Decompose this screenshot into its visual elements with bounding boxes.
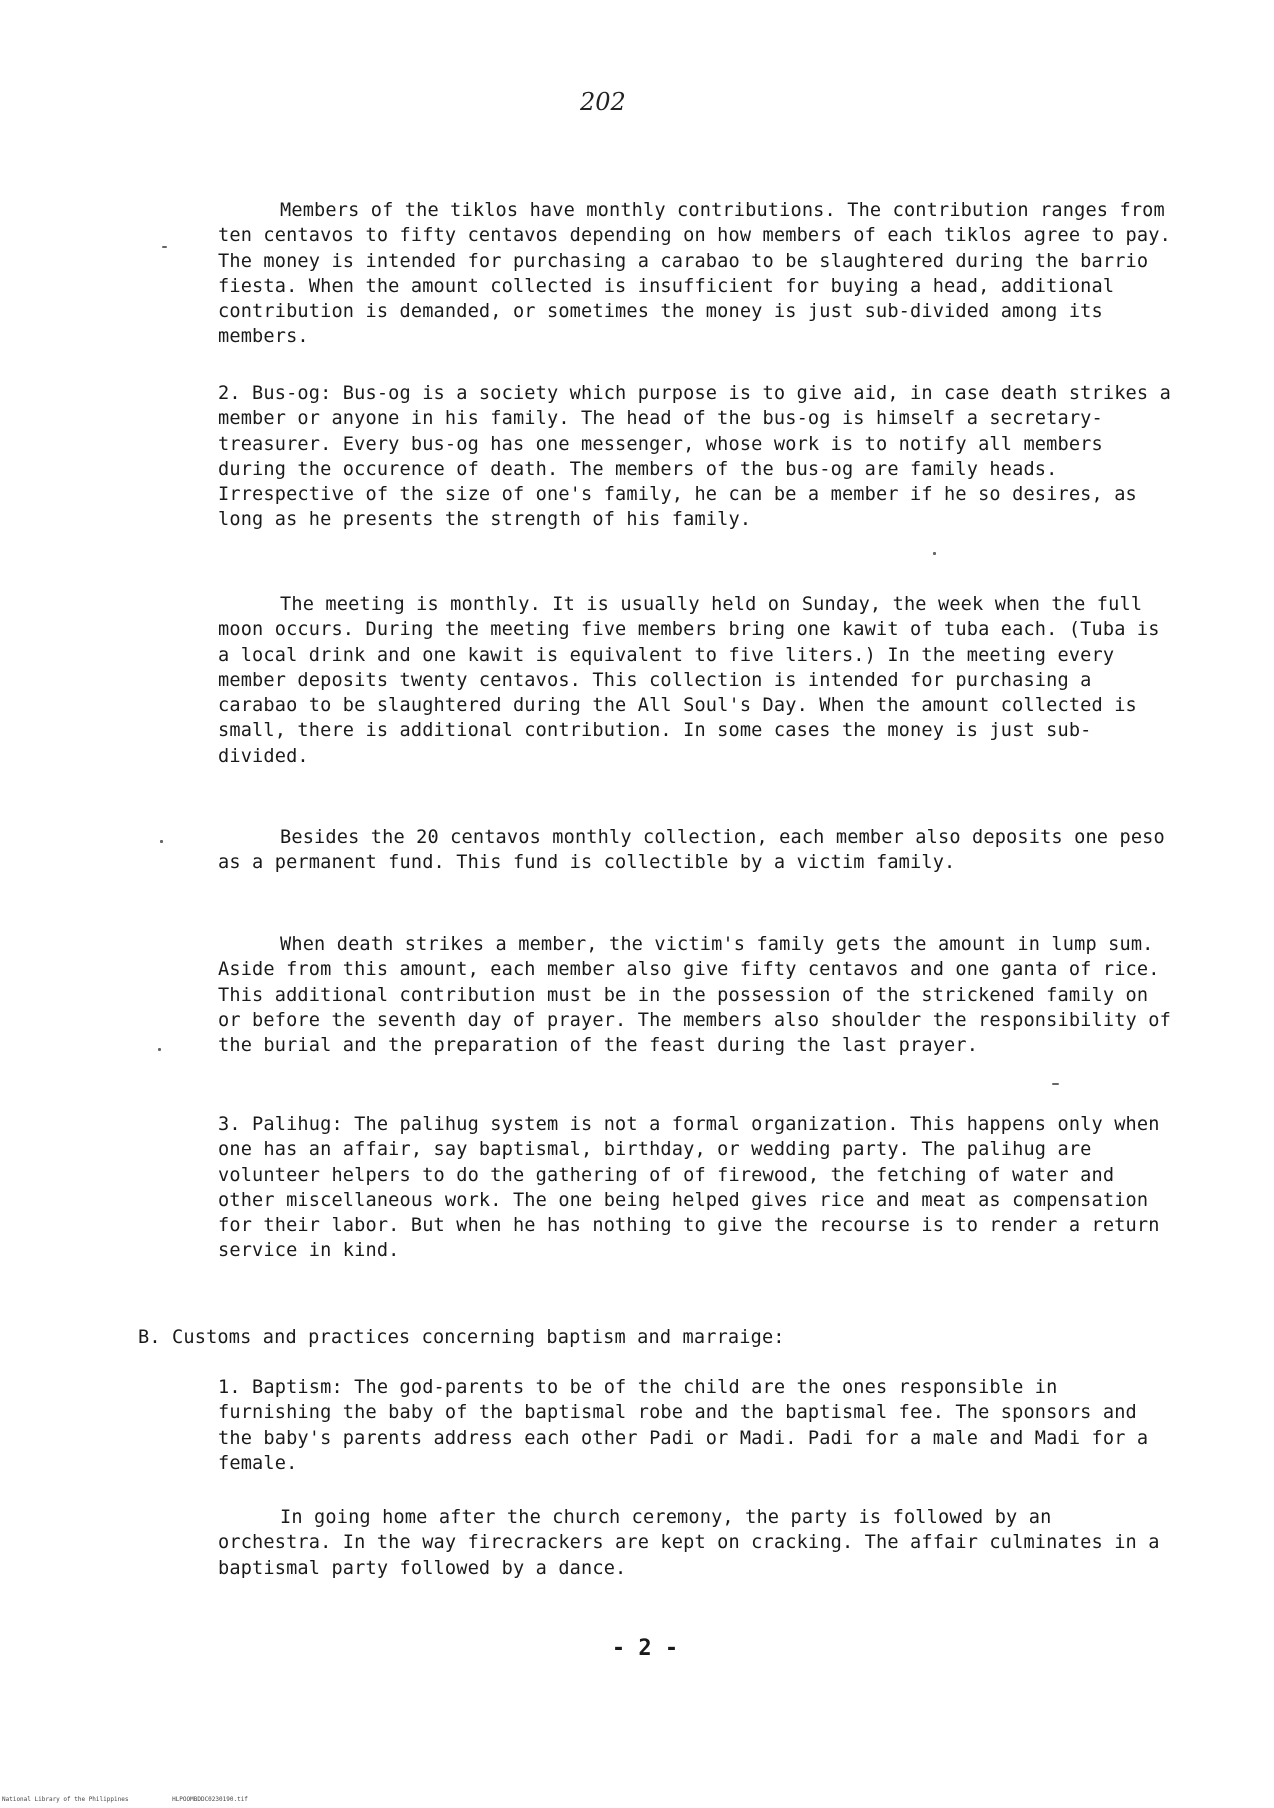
handwritten-folio-number: 202 xyxy=(580,88,626,116)
scan-speck xyxy=(1052,1083,1059,1085)
scan-speck xyxy=(158,1048,161,1051)
section-heading-baptism-marriage: B. Customs and practices concerning baptism and marraige: xyxy=(138,1327,785,1348)
paragraph-bus-og-meeting: The meeting is monthly. It is usually held on Sunday, the week when the full moon occurs. During the meeting five members bring one kawit of tuba each. (Tuba is a local drink and one kawit is equivalent to five liters.) In the meeting every member deposits twenty centavos. This collection is intended for purchasing a carabao to be slaughtered during the All Soul's Day. When the amount collected is small, there is additional contribution. In some cases the money is just sub-divided. xyxy=(218,594,1160,767)
scan-speck xyxy=(933,552,936,555)
paragraph-bus-og: 2. Bus-og: Bus-og is a society which purpose is to give aid, in case death strikes a member or anyone in his family. The head of the bus-og is himself a secretary-treasurer. Every bus-og has one messenger, whose work is to notify all members during the occurence of death. The members of the bus-og are family heads. Irrespective of the size of one's family, he can be a member if he so desires, as long as he presents the strength of his family. xyxy=(218,383,1171,531)
scan-footer xyxy=(2,1796,402,1803)
paragraph-church-ceremony: In going home after the church ceremony, the party is followed by an orchestra. In the way firecrackers are kept on cracking. The affair culminates in a baptismal party followed by a dance. xyxy=(218,1507,1160,1579)
paragraph-baptism: 1. Baptism: The god-parents to be of the child are the ones responsible in furnishing the baby of the baptismal robe and the baptismal fee. The sponsors and the baby's parents address each other Padi or Madi. Padi for a male and Madi for a female. xyxy=(218,1377,1149,1474)
paragraph-death-of-member: When death strikes a member, the victim's family gets the amount in lump sum. Aside from this amount, each member also give fifty centavos and one ganta of rice. This additional contribution must be in the possession of the strickened family on or before the seventh day of prayer. The members also shoulder the responsibility of the burial and the preparation of the feast during the last prayer. xyxy=(218,934,1171,1057)
scan-speck xyxy=(162,246,167,248)
footer-library-name: National Library of the Philippines xyxy=(2,1796,129,1803)
scan-speck xyxy=(160,840,163,843)
paragraph-palihug: 3. Palihug: The palihug system is not a formal organization. This happens only when one has an affair, say baptismal, birthday, or wedding party. The palihug are volunteer helpers to do the gathering of of firewood, the fetching of water and other miscellaneous work. The one being helped gives rice and meat as compensation for their labor. But when he has nothing to give the recourse is to render a return service in kind. xyxy=(218,1114,1160,1262)
paragraph-permanent-fund: Besides the 20 centavos monthly collection, each member also deposits one peso as a permanent fund. This fund is collectible by a victim family. xyxy=(218,827,1165,874)
paragraph-tiklos-contributions: Members of the tiklos have monthly contributions. The contribution ranges from ten centavos to fifty centavos depending on how members of each tiklos agree to pay. The money is intended for purchasing a carabao to be slaughtered during the barrio fiesta. When the amount collected is insufficient for buying a head, additional contribution is demanded, or sometimes the money is just sub-divided among its members. xyxy=(218,200,1171,348)
footer-file-name: HLPOOMBDDC0230190.tif xyxy=(172,1796,248,1803)
page-number: - 2 - xyxy=(611,1636,679,1661)
